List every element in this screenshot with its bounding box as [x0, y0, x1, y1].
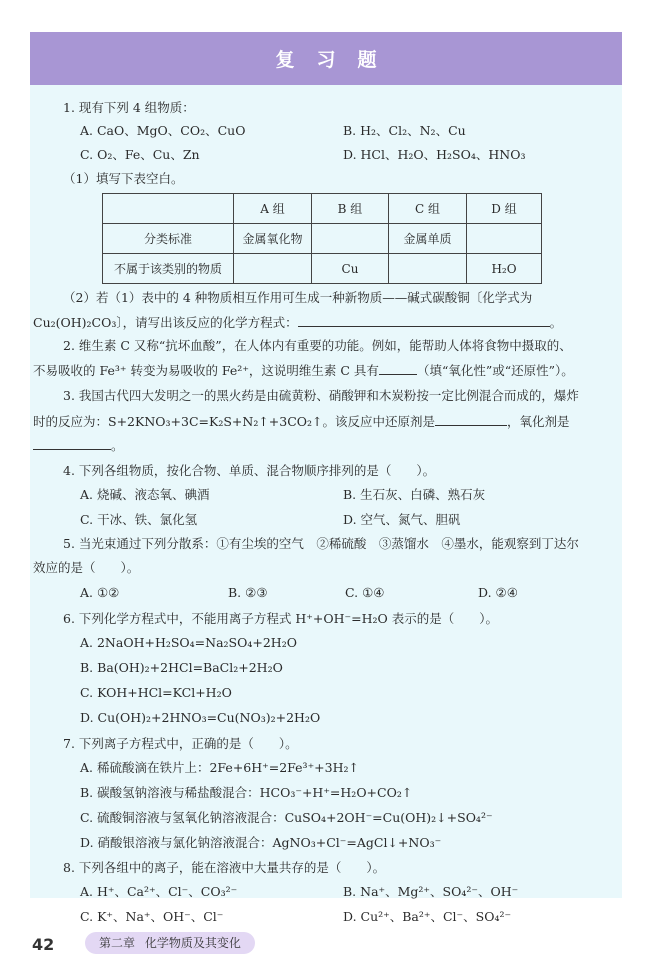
- q8-option-d: D. Cu²⁺、Ba²⁺、Cl⁻、SO₄²⁻: [343, 909, 512, 924]
- q6-option-b: B. Ba(OH)₂+2HCl=BaCl₂+2H₂O: [80, 660, 283, 675]
- q2-line2: [33, 362, 574, 379]
- q2-text-a: 不易吸收的 Fe³⁺ 转变为易吸收的 Fe²⁺，这说明维生素 C 具有: [33, 363, 379, 378]
- table-header-row: [103, 194, 542, 224]
- table-row: [103, 254, 542, 284]
- q7-option-b: B. 碳酸氢钠溶液与稀盐酸混合：HCO₃⁻+H⁺=H₂O+CO₂↑: [80, 785, 413, 800]
- table-cell: 不属于该类别的物质: [103, 254, 234, 284]
- table-row: [103, 224, 542, 254]
- q1-part2-line2: [33, 314, 562, 331]
- q4-stem: 4. 下列各组物质，按化合物、单质、混合物顺序排列的是（ ）。: [63, 463, 436, 478]
- answer-blank[interactable]: [298, 314, 550, 327]
- q2-line1: 2. 维生素 C 又称“抗坏血酸”，在人体内有重要的功能。例如，能帮助人体将食物中摄取的、: [63, 338, 572, 353]
- table-header: D 组: [467, 194, 542, 224]
- q8-option-b: B. Na⁺、Mg²⁺、SO₄²⁻、OH⁻: [343, 884, 519, 899]
- section-banner: [30, 32, 622, 85]
- q5-line1: 5. 当光束通过下列分散系：①有尘埃的空气 ②稀硫酸 ③蒸馏水 ④墨水，能观察到丁达尔: [63, 536, 579, 551]
- table-header: B 组: [312, 194, 389, 224]
- q1-option-d: D. HCl、H₂O、H₂SO₄、HNO₃: [343, 147, 526, 162]
- q8-option-c: C. K⁺、Na⁺、OH⁻、Cl⁻: [80, 909, 224, 924]
- q6-stem: 6. 下列化学方程式中，不能用离子方程式 H⁺+OH⁻=H₂O 表示的是（ ）。: [63, 611, 498, 626]
- q4-option-b: B. 生石灰、白磷、熟石灰: [343, 487, 486, 502]
- q6-option-c: C. KOH+HCl=KCl+H₂O: [80, 685, 232, 700]
- table-header: A 组: [234, 194, 312, 224]
- table-cell: [467, 224, 542, 254]
- q7-option-a: A. 稀硫酸滴在铁片上：2Fe+6H⁺=2Fe³⁺+3H₂↑: [80, 760, 359, 775]
- q3-text-a: 时的反应为：S+2KNO₃+3C=K₂S+N₂↑+3CO₂↑。该反应中还原剂是: [33, 414, 436, 429]
- q7-stem: 7. 下列离子方程式中，正确的是（ ）。: [63, 736, 298, 751]
- q5-option-b: B. ②③: [228, 585, 268, 600]
- table-cell: [312, 224, 389, 254]
- q3-line1: 3. 我国古代四大发明之一的黑火药是由硫黄粉、硝酸钾和木炭粉按一定比例混合而成的，爆炸: [63, 388, 579, 403]
- table-cell: [103, 194, 234, 224]
- table-cell: [234, 254, 312, 284]
- q1-part2-line1: （2）若（1）表中的 4 种物质相互作用可生成一种新物质——碱式碳酸铜〔化学式为: [63, 290, 533, 305]
- q1-part2-prefix: Cu₂(OH)₂CO₃〕，请写出该反应的化学方程式：: [33, 315, 298, 330]
- q3-line3: [33, 437, 124, 454]
- section-title: 复习题: [275, 49, 399, 71]
- q3-suffix: 。: [111, 438, 124, 453]
- q8-option-a: A. H⁺、Ca²⁺、Cl⁻、CO₃²⁻: [80, 884, 238, 899]
- table-cell: 金属氧化物: [234, 224, 312, 254]
- q7-option-d: D. 硝酸银溶液与氯化钠溶液混合：AgNO₃+Cl⁻=AgCl↓+NO₃⁻: [80, 835, 442, 850]
- q4-option-c: C. 干冰、铁、氯化氢: [80, 512, 198, 527]
- q1-option-c: C. O₂、Fe、Cu、Zn: [80, 147, 200, 162]
- q5-option-d: D. ②④: [478, 585, 518, 600]
- chapter-label: 第二章 化学物质及其变化: [85, 932, 255, 954]
- q1-part1: （1）填写下表空白。: [63, 171, 184, 186]
- classification-table: [102, 193, 542, 284]
- answer-blank[interactable]: [379, 362, 417, 375]
- q5-option-c: C. ①④: [345, 585, 385, 600]
- q6-option-d: D. Cu(OH)₂+2HNO₃=Cu(NO₃)₂+2H₂O: [80, 710, 321, 725]
- q7-option-c: C. 硫酸铜溶液与氢氧化钠溶液混合：CuSO₄+2OH⁻=Cu(OH)₂↓+SO₄²⁻: [80, 810, 493, 825]
- q4-option-d: D. 空气、氮气、胆矾: [343, 512, 461, 527]
- answer-blank[interactable]: [435, 413, 507, 426]
- q1-option-b: B. H₂、Cl₂、N₂、Cu: [343, 123, 466, 138]
- q3-text-b: ，氧化剂是: [507, 414, 570, 429]
- table-cell: 金属单质: [389, 224, 467, 254]
- q3-line2: [33, 413, 570, 430]
- q1-stem: 1. 现有下列 4 组物质：: [63, 100, 195, 115]
- table-header: C 组: [389, 194, 467, 224]
- q8-stem: 8. 下列各组中的离子，能在溶液中大量共存的是（ ）。: [63, 860, 386, 875]
- q4-option-a: A. 烧碱、液态氧、碘酒: [80, 487, 210, 502]
- q6-option-a: A. 2NaOH+H₂SO₄=Na₂SO₄+2H₂O: [80, 635, 297, 650]
- q5-line2: 效应的是（ ）。: [33, 560, 140, 575]
- q1-part2-suffix: 。: [549, 315, 563, 330]
- q5-option-a: A. ①②: [80, 585, 120, 600]
- q1-option-a: A. CaO、MgO、CO₂、CuO: [80, 123, 246, 138]
- q2-text-b: （填“氧化性”或“还原性”）。: [416, 363, 574, 378]
- page-number: 42: [32, 935, 55, 954]
- table-cell: Cu: [312, 254, 389, 284]
- table-cell: H₂O: [467, 254, 542, 284]
- exercise-panel: [30, 85, 622, 924]
- answer-blank[interactable]: [33, 437, 111, 450]
- table-cell: [389, 254, 467, 284]
- table-cell: 分类标准: [103, 224, 234, 254]
